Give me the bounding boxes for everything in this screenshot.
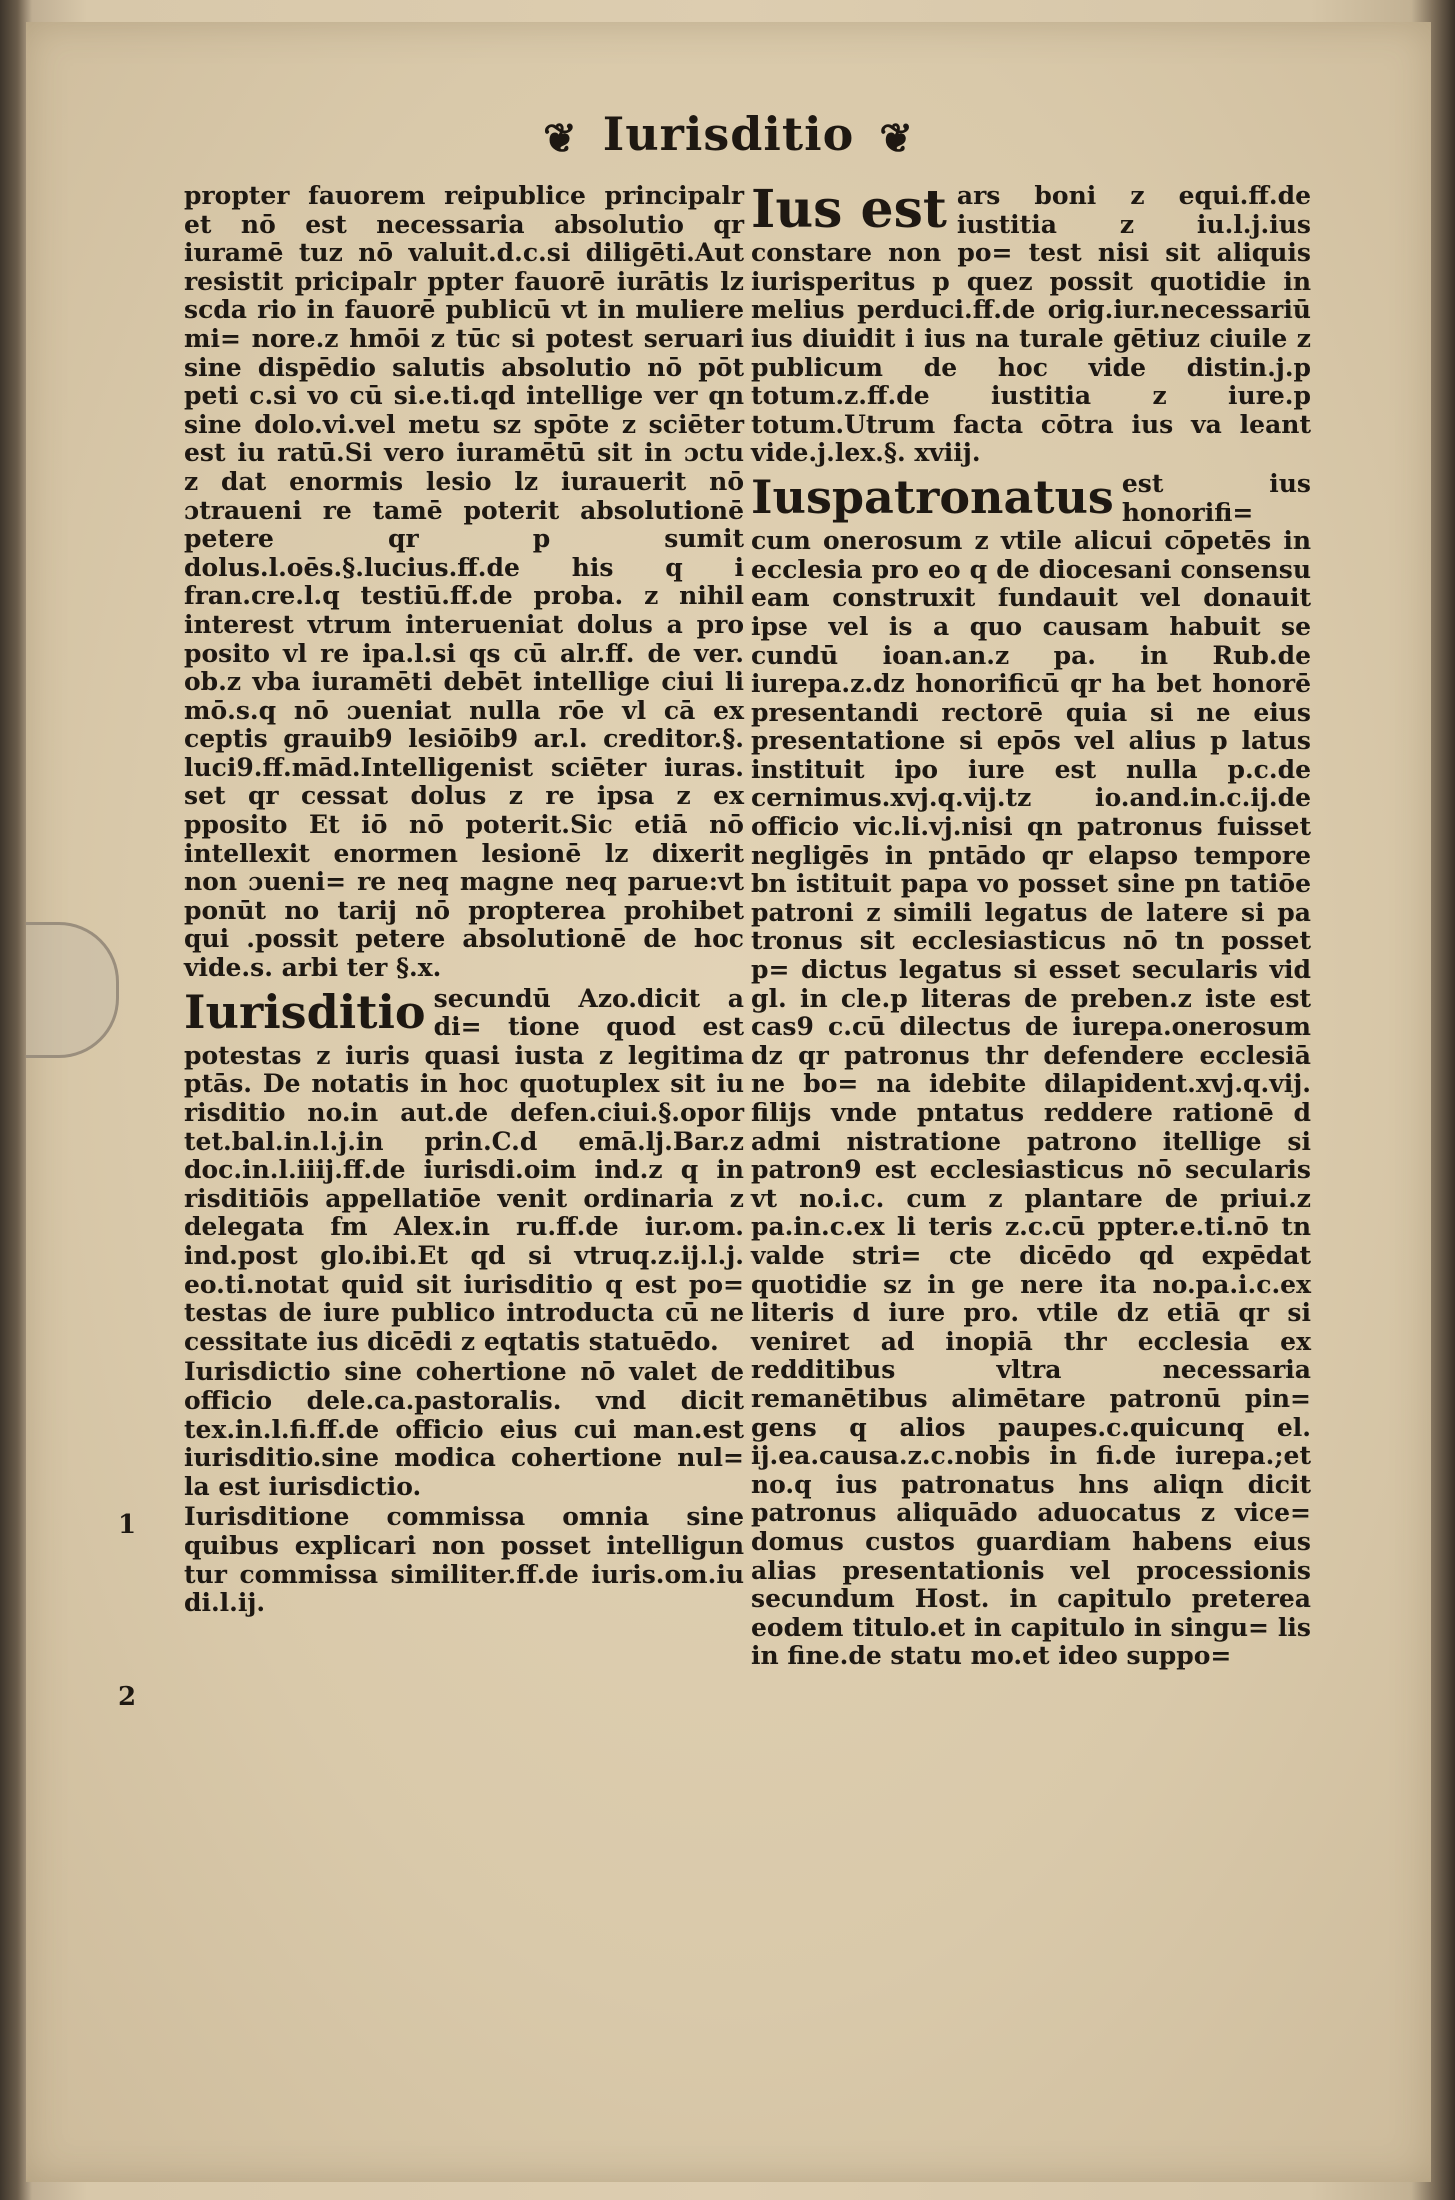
ornament-right-icon: ❦ (879, 114, 914, 162)
left-column (184, 182, 744, 1618)
book-page (26, 22, 1431, 2182)
margin-number-2: 2 (118, 1682, 137, 1712)
left-paragraph-3: Iurisdictio sine cohertione nō valet de officio dele.ca.pastoralis. vnd dicit tex.in.l.fi.ff.de officio eius cui man.est iurisditio.sine modica cohertione nul= la est iurisdictio. (184, 1357, 744, 1501)
left-paragraph-1: propter fauorem reipublice principalr et nō est necessaria absolutio qr iuramē tuz nō valuit.d.c.si diligēti.Aut resistit pricipalr ppter fauorē iurātis lz scda rio in fauorē publicū vt in muliere mi= nore.z hmōi z tūc si potest seruari sine dispēdio salutis absolutio nō pōt peti c.si vo cū si.e.ti.qd intellige ver qn sine dolo.vi.vel metu sz spōte z sciēter est iu ratū.Si vero iuramētū sit in ɔctu z dat enormis lesio lz iurauerit nō ɔtraueni re tamē poterit absolutionē petere qr p sumit dolus.l.oēs.§.lucius.ff.de his q i fran.cre.l.q testiū.ff.de proba. z nihil interest vtrum interueniat dolus a pro posito vl re ipa.l.si qs cū alr.ff. de ver. ob.z vba iuramēti debēt intellige ciui li mō.s.q nō ɔueniat nulla rōe vl cā ex ceptis grauib9 lesiōib9 ar.l. creditor.§. luci9.ff.mād.Intelligenist sciēter iuras. set qr cessat dolus z re ipsa z ex pposito Et iō nō poterit.Sic etiā nō intellexit enormen lesionē lz dixerit non ɔueni= re neq magne neq parue:vt ponūt no tarij nō propterea prohibet qui .possit petere absolutionē de hoc vide.s. arbi ter §.x. (184, 181, 744, 983)
right-entry-ius (751, 179, 1311, 468)
lemma-iuspatronatus: Iuspatronatus (751, 469, 1114, 524)
ornament-left-icon: ❦ (543, 114, 578, 162)
page-header (26, 107, 1431, 162)
right-column (751, 179, 1311, 1671)
margin-number-1: 1 (118, 1510, 137, 1540)
right-paragraph-2: est ius honorifi= cum onerosum z vtile alicui cōpetēs in ecclesia pro eo q de diocesani consensu eam construxit fundauit vel donauit ipse vel is a quo causam habuit se cundū ioan.an.z pa. in Rub.de iurepa.z.dz honorificū qr ha bet honorē presentandi rectorē quia si ne eius presentatione si epōs vel alius p latus instituit ipo iure est nulla p.c.de cernimus.xvj.q.vij.tz io.and.in.c.ij.de officio vic.li.vj.nisi qn patronus fuisset negligēs in pntādo qr elapso tempore bn istituit papa vo posset sine pn tatiōe patroni z simili legatus de latere si pa tronus sit ecclesiasticus nō tn posset p= dictus legatus si esset secularis vid gl. in cle.p literas de preben.z iste est cas9 c.cū dilectus de iurepa.onerosum dz qr patronus thr defendere ecclesiā ne bo= na idebite dilapident.xvj.q.vij. filijs vnde pntatus reddere rationē d admi nistratione patrono itellige si patron9 est ecclesiasticus nō secularis vt no.i.c. cum z plantare de priui.z pa.in.c.ex li teris z.c.cū ppter.e.ti.nō tn valde stri= cte dicēdo qd expēdat quotidie sz in ge nere ita no.pa.i.c.ex literis d iure pro. vtile dz etiā qr si veniret ad inopiā thr ecclesia ex redditibus vltra necessaria remanētibus alimētare patronū pin= gens q alios paupes.c.quicunq el. ij.ea.causa.z.c.nobis in fi.de iurepa.;et no.q ius patronatus hns aliqn dicit patronus aliquādo aduocatus z vice= domus custos guardiam habens eius alias presentationis vel processionis secundum Host. in capitulo preterea eodem titulo.et in capitulo in singu= lis in fine.de statu mo.et ideo suppo= (751, 468, 1311, 1671)
left-paragraph-2: secundū Azo.dicit a di= tione quod est potestas z iuris quasi iusta z legitima ptās. De notatis in hoc quotuplex sit iu risditio no.in aut.de defen.ciui.§.opor tet.bal.in.l.j.in prin.C.d emā.lj.Bar.z doc.in.l.iiij.ff.de iurisdi.oim ind.z q in risditiōis appellatiōe venit ordinaria z delegata fm Alex.in ru.ff.de iur.om. ind.post glo.ibi.Et qd si vtruq.z.ij.l.j. eo.ti.notat quid sit iurisditio q est po= testas de iure publico introducta cū ne cessitate ius dicēdi z eqtatis statuēdo. (184, 983, 744, 1356)
left-entry-iurisditio (184, 985, 744, 1357)
right-entry-iuspatronatus (751, 470, 1311, 1671)
left-paragraph-4: Iurisditione commissa omnia sine quibus explicari non posset intelligun tur commissa similiter.ff.de iuris.om.iu di.l.ij. (184, 1502, 744, 1618)
paper-clip-shadow (26, 922, 119, 1058)
page-title: Iurisditio (602, 107, 855, 161)
lemma-ius-est: Ius est (751, 179, 947, 240)
lemma-iurisditio: Iurisditio (184, 984, 426, 1039)
right-paragraph-1: ars boni z equi.ff.de iustitia z iu.l.j.ius constare non po= test nisi sit aliquis iurisperitus p quez possit quotidie in melius perduci.ff.de orig.iur.necessariū ius diuidit i ius na turale gētiuz ciuile z publicum de hoc vide distin.j.p totum.z.ff.de iustitia z iure.p totum.Utrum facta cōtra ius va leant vide.j.lex.§. xviij. (751, 181, 1311, 468)
